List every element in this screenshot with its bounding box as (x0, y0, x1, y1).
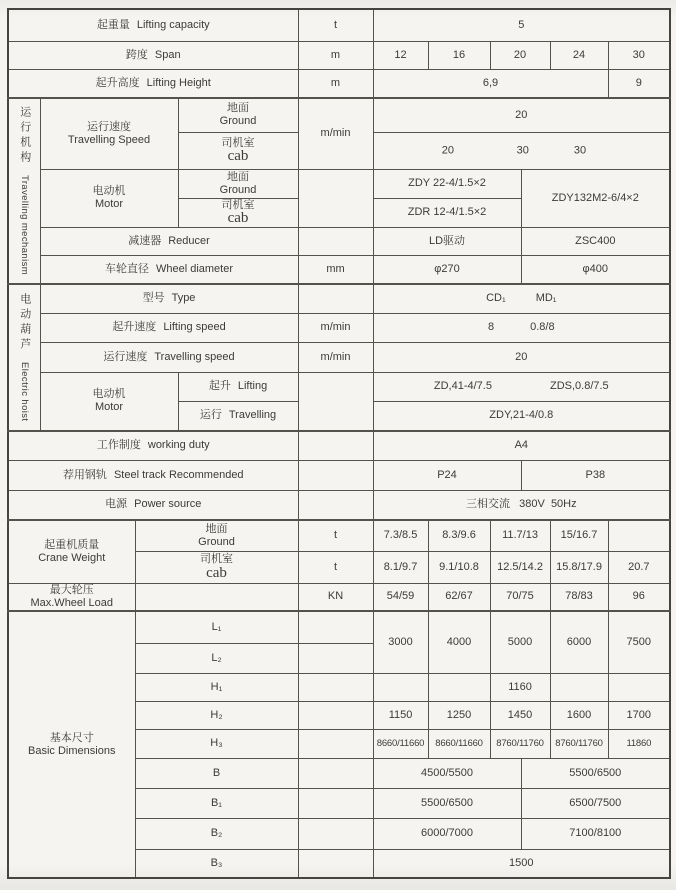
row-working-duty (8, 431, 670, 460)
label-zh: 电动机 (92, 185, 126, 198)
lifting-height-main: 6,9 (373, 69, 608, 98)
crane-weight-cab-unit: t (298, 551, 373, 583)
label-en: Travelling Speed (67, 133, 151, 146)
label-zh: 车轮直径 (104, 262, 149, 275)
max-wheel-load-unit: KN (298, 583, 373, 611)
motor-model: ZDS,0.8/7.5 (549, 380, 609, 393)
lifting-capacity-unit: t (298, 9, 373, 41)
label-zh: 减速器 (128, 234, 162, 247)
row-reducer (8, 227, 670, 255)
reducer-label (40, 227, 298, 255)
hoist-motor-unit-empty (298, 372, 373, 431)
row-travel-speed-ground (8, 98, 670, 132)
hoist-travelling-speed-unit: m/min (298, 342, 373, 372)
dim-H3-value-cell: 8660/11660 (428, 729, 490, 758)
dim-unit-empty (298, 611, 373, 643)
dim-B1-sublabel: B₁ (135, 788, 298, 818)
span-value-cell: 16 (428, 41, 490, 69)
dim-B-right: 5500/6500 (521, 758, 670, 788)
reducer-right-value: ZSC400 (521, 227, 670, 255)
weight-value-cell: 9.1/10.8 (428, 551, 490, 583)
span-label (8, 41, 298, 69)
cab-speed-value: 30 (516, 144, 529, 157)
dim-unit-empty (298, 643, 373, 673)
hoist-type-label (40, 284, 298, 313)
row-wheel-diameter (8, 255, 670, 284)
wheel-diameter-right: φ400 (521, 255, 670, 284)
dim-H1-value-cell: 1160 (490, 673, 550, 701)
sublabel-en: Travelling (228, 409, 277, 422)
reducer-left-value: LD驱动 (373, 227, 521, 255)
label-en: Type (171, 292, 196, 305)
wheel-load-value-cell: 96 (608, 583, 670, 611)
label-en: Reducer (168, 234, 210, 247)
dim-unit-empty (298, 818, 373, 849)
label-zh: 起重量 (96, 18, 130, 31)
lifting-height-unit: m (298, 69, 373, 98)
motor-ground-sublabel (178, 169, 298, 198)
dim-H2-value-cell: 1250 (428, 701, 490, 729)
dim-H3-value-cell: 11860 (608, 729, 670, 758)
row-lifting-height (8, 69, 670, 98)
label-zh: 起升速度 (112, 321, 157, 334)
lifting-capacity-label (8, 9, 298, 41)
dim-H3-value-cell: 8760/11760 (490, 729, 550, 758)
weight-value-cell: 8.1/9.7 (373, 551, 428, 583)
label-en: Travelling speed (154, 350, 235, 363)
label-en: Span (154, 48, 181, 61)
row-steel-track (8, 460, 670, 490)
dim-H3-value-cell: 8760/11760 (550, 729, 608, 758)
dim-H2-value-cell: 1150 (373, 701, 428, 729)
hoist-motor-label (40, 372, 178, 431)
row-power-source (8, 490, 670, 520)
label-en: Power source (134, 498, 202, 511)
motor-cab-value: ZDR 12-4/1.5×2 (373, 198, 521, 227)
weight-value-cell: 20.7 (608, 551, 670, 583)
type-value: MD₁ (535, 292, 557, 305)
sublabel-en: Lifting (237, 380, 268, 393)
weight-value-cell: 8.3/9.6 (428, 520, 490, 551)
dim-H1-value-cell (608, 673, 670, 701)
steel-track-left: P24 (373, 460, 521, 490)
label-zh: 基本尺寸 (49, 731, 94, 744)
label-en: Motor (94, 198, 124, 210)
cab-speed-value: 20 (441, 144, 455, 157)
travel-speed-unit: m/min (298, 98, 373, 169)
wheel-load-value-cell: 54/59 (373, 583, 428, 611)
span-value-cell: 20 (490, 41, 550, 69)
section-label-en: Electric hoist (18, 362, 30, 422)
sublabel-zh: 司机室 (200, 553, 233, 566)
motor-label (40, 169, 178, 227)
row-max-wheel-load (8, 583, 670, 611)
wheel-diameter-left: φ270 (373, 255, 521, 284)
weight-value-cell: 15.8/17.9 (550, 551, 608, 583)
sublabel-zh: 司机室 (221, 198, 255, 211)
dim-H2-sublabel: H₂ (135, 701, 298, 729)
dim-B-left: 4500/5500 (373, 758, 521, 788)
crane-weight-ground-unit: t (298, 520, 373, 551)
span-value-cell: 24 (550, 41, 608, 69)
label-en: Max.Wheel Load (30, 596, 114, 609)
dim-H3-sublabel: H₃ (135, 729, 298, 758)
travel-speed-cab-sublabel (178, 132, 298, 169)
lifting-height-label (8, 69, 298, 98)
weight-value-cell (608, 520, 670, 551)
row-hoist-travelling-speed (8, 342, 670, 372)
sublabel-zh: 地面 (227, 170, 249, 183)
label-en: Lifting capacity (136, 18, 210, 31)
wheel-diameter-unit: mm (298, 255, 373, 284)
motor-cab-sublabel (178, 198, 298, 227)
label-en: working duty (147, 439, 210, 452)
reducer-unit-empty (298, 227, 373, 255)
section-travelling-mechanism (8, 98, 40, 284)
steel-track-right: P38 (521, 460, 670, 490)
section-electric-hoist (8, 284, 40, 431)
dim-B-sublabel: B (135, 758, 298, 788)
weight-value-cell: 7.3/8.5 (373, 520, 428, 551)
row-lifting-capacity (8, 9, 670, 41)
hoist-type-unit-empty (298, 284, 373, 313)
crane-spec-table (7, 8, 671, 879)
span-unit: m (298, 41, 373, 69)
power-source-value: 三相交流 380V 50Hz (373, 490, 670, 520)
row-hoist-lifting-speed (8, 313, 670, 342)
sublabel-zh: 起升 (208, 380, 231, 393)
dim-H2-value-cell: 1450 (490, 701, 550, 729)
dim-L-value-cell: 3000 (373, 611, 428, 673)
dim-unit-empty (298, 849, 373, 878)
crane-weight-ground-sublabel (135, 520, 298, 551)
travel-speed-ground-value: 20 (373, 98, 670, 132)
section-label-en: Travelling mechanism (18, 175, 30, 276)
hoist-lifting-speed-unit: m/min (298, 313, 373, 342)
travel-speed-label (40, 98, 178, 169)
label-en: Wheel diameter (155, 262, 234, 275)
basic-dimensions-label (8, 611, 135, 878)
sublabel-en: cab (206, 564, 227, 581)
wheel-load-value-cell: 78/83 (550, 583, 608, 611)
hoist-motor-travelling-value: ZDY,21-4/0.8 (373, 401, 670, 431)
dim-B2-right: 7100/8100 (521, 818, 670, 849)
sublabel-zh: 地面 (227, 102, 249, 115)
sublabel-zh: 地面 (205, 522, 228, 535)
dim-H2-value-cell: 1700 (608, 701, 670, 729)
sublabel-en: cab (227, 210, 249, 227)
dim-B2-sublabel: B₂ (135, 818, 298, 849)
motor-merged-value: ZDY132M2-6/4×2 (521, 169, 670, 227)
label-zh: 运行速度 (87, 120, 131, 133)
label-zh: 跨度 (125, 48, 148, 61)
label-zh: 起重机质量 (44, 538, 100, 551)
dim-L-value-cell: 5000 (490, 611, 550, 673)
weight-value-cell: 15/16.7 (550, 520, 608, 551)
row-dim-L1 (8, 611, 670, 643)
dim-H1-value-cell (428, 673, 490, 701)
dim-B1-left: 5500/6500 (373, 788, 521, 818)
row-hoist-type (8, 284, 670, 313)
row-hoist-motor-lifting (8, 372, 670, 401)
span-value-cell: 30 (608, 41, 670, 69)
working-duty-unit-empty (298, 431, 373, 460)
speed-value: 0.8/8 (530, 321, 555, 334)
dim-unit-empty (298, 729, 373, 758)
label-en: Lifting speed (163, 321, 226, 334)
dim-L-value-cell: 7500 (608, 611, 670, 673)
dim-B1-right: 6500/7500 (521, 788, 670, 818)
wheel-diameter-label (40, 255, 298, 284)
label-en: Steel track Recommended (113, 468, 244, 481)
type-value: CD₁ (486, 292, 506, 305)
dim-H3-value-cell: 8660/11660 (373, 729, 428, 758)
dim-H1-value-cell (550, 673, 608, 701)
sublabel-en: Ground (219, 115, 257, 128)
wheel-load-value-cell: 62/67 (428, 583, 490, 611)
label-zh: 电动机 (92, 388, 126, 401)
sublabel-en: cab (227, 148, 249, 165)
power-source-label (8, 490, 298, 520)
label-en: Crane Weight (38, 551, 106, 564)
dim-L1-sublabel: L₁ (135, 611, 298, 643)
dim-H2-value-cell: 1600 (550, 701, 608, 729)
dim-L-value-cell: 6000 (550, 611, 608, 673)
hoist-travelling-speed-label (40, 342, 298, 372)
label-en: Motor (94, 401, 124, 414)
power-source-unit-empty (298, 490, 373, 520)
wheel-load-value-cell: 70/75 (490, 583, 550, 611)
label-zh: 电源 (105, 498, 128, 511)
dim-B2-left: 6000/7000 (373, 818, 521, 849)
sublabel-zh: 司机室 (221, 136, 255, 149)
label-zh: 运行速度 (103, 350, 148, 363)
steel-track-label (8, 460, 298, 490)
dim-B3-value: 1500 (373, 849, 670, 878)
sublabel-en: Ground (219, 183, 257, 196)
dim-unit-empty (298, 788, 373, 818)
dim-H1-value-cell (373, 673, 428, 701)
dim-unit-empty (298, 758, 373, 788)
cab-speed-value: 30 (573, 144, 587, 157)
weight-value-cell: 11.7/13 (490, 520, 550, 551)
label-zh: 工作制度 (96, 439, 141, 452)
hoist-lifting-speed-values (373, 313, 670, 342)
row-motor-ground (8, 169, 670, 198)
max-wheel-load-sub-empty (135, 583, 298, 611)
section-label-zh: 运行机构 (18, 106, 31, 167)
label-zh: 荐用钢轨 (62, 468, 107, 481)
row-crane-weight-ground (8, 520, 670, 551)
crane-weight-cab-sublabel (135, 551, 298, 583)
hoist-lifting-speed-label (40, 313, 298, 342)
motor-unit-empty (298, 169, 373, 227)
dim-unit-empty (298, 701, 373, 729)
crane-weight-label (8, 520, 135, 583)
speed-value: 8 (488, 321, 495, 334)
lifting-height-last: 9 (608, 69, 670, 98)
row-span (8, 41, 670, 69)
dim-B3-sublabel: B₃ (135, 849, 298, 878)
working-duty-value: A4 (373, 431, 670, 460)
label-en: Basic Dimensions (28, 744, 116, 757)
label-zh: 起升高度 (95, 76, 140, 89)
hoist-motor-travelling-sublabel (178, 401, 298, 431)
dim-L-value-cell: 4000 (428, 611, 490, 673)
sublabel-en: Ground (198, 535, 235, 548)
hoist-motor-lifting-sublabel (178, 372, 298, 401)
weight-value-cell: 12.5/14.2 (490, 551, 550, 583)
max-wheel-load-label (8, 583, 135, 611)
hoist-type-values (373, 284, 670, 313)
travel-speed-ground-sublabel (178, 98, 298, 132)
label-zh: 最大轮压 (49, 583, 94, 596)
motor-ground-value: ZDY 22-4/1.5×2 (373, 169, 521, 198)
hoist-travelling-speed-value: 20 (373, 342, 670, 372)
sublabel-zh: 运行 (199, 409, 222, 422)
hoist-motor-lifting-values (373, 372, 670, 401)
lifting-capacity-value: 5 (373, 9, 670, 41)
dim-unit-empty (298, 673, 373, 701)
travel-speed-cab-values (373, 132, 670, 169)
motor-model: ZD,41-4/7.5 (433, 380, 492, 393)
label-en: Lifting Height (146, 76, 211, 89)
dim-L2-sublabel: L₂ (135, 643, 298, 673)
span-value-cell: 12 (373, 41, 428, 69)
working-duty-label (8, 431, 298, 460)
steel-track-unit-empty (298, 460, 373, 490)
section-label-zh: 电动葫芦 (18, 293, 31, 354)
dim-H1-sublabel: H₁ (135, 673, 298, 701)
label-zh: 型号 (142, 292, 165, 305)
